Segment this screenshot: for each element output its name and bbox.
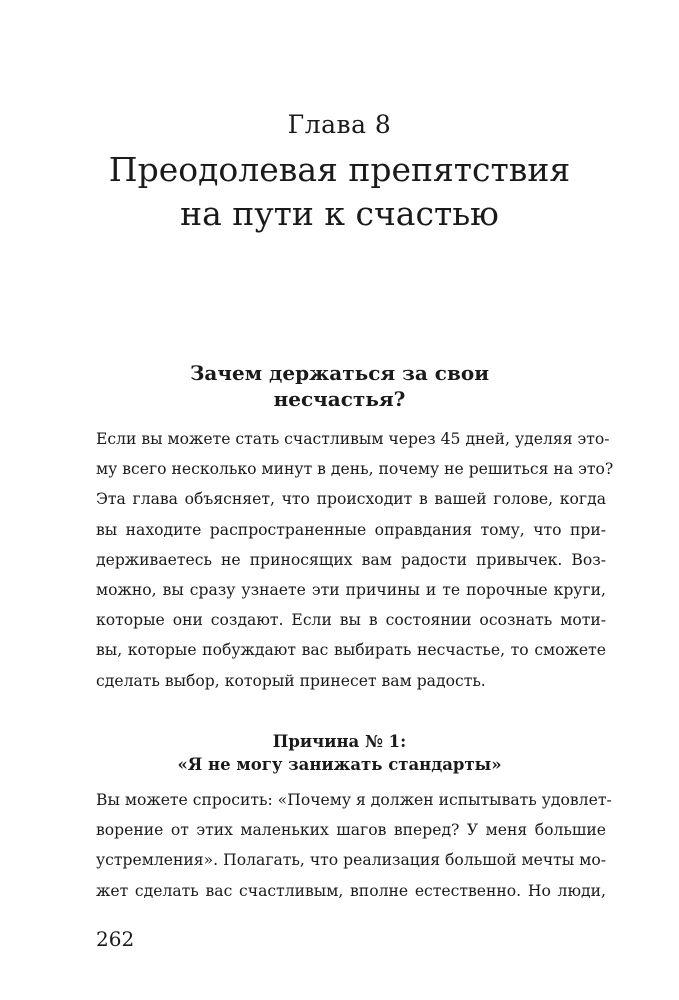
chapter-title xyxy=(0,148,679,236)
text-line: му всего несколько минут в день, почему не решиться на это? xyxy=(96,460,614,479)
text-line: Если вы можете стать счастливым через 45 дней, уделяя это- xyxy=(96,430,610,448)
reason-paragraph xyxy=(96,785,612,906)
reason-heading xyxy=(0,730,679,776)
text-line: Вы можете спросить: «Почему я должен испытывать удовлет- xyxy=(96,791,612,809)
text-line: держиваетесь не приносящих вам радости привычек. Воз- xyxy=(96,550,606,569)
text-line: вы находите распространенные оправдания тому, что при- xyxy=(96,520,606,539)
chapter-title-line: Преодолевая препятствия xyxy=(108,150,571,189)
chapter-label: Глава 8 xyxy=(287,110,392,139)
text-line: можно, вы сразу узнаете эти причины и те порочные круги, xyxy=(96,581,606,600)
section-heading-line: Зачем держаться за свои xyxy=(189,361,490,385)
text-line: устремления». Полагать, что реализация большой мечты мо- xyxy=(96,851,606,870)
text-line: сделать выбор, который принесет вам радость. xyxy=(96,671,486,690)
text-line: которые они создают. Если вы в состоянии осознать моти- xyxy=(96,611,606,630)
text-line: жет сделать вас счастливым, вполне естественно. Но люди, xyxy=(96,881,606,900)
reason-heading-line: «Я не могу занижать стандарты» xyxy=(177,755,502,774)
section-paragraph xyxy=(96,424,614,696)
reason-heading-line: Причина № 1: xyxy=(272,732,407,751)
text-line: вы, которые побуждают вас выбирать несчастье, то сможете xyxy=(96,641,606,660)
section-heading xyxy=(0,360,679,412)
text-line: ворение от этих маленьких шагов вперед? У меня большие xyxy=(96,821,606,840)
page-number: 262 xyxy=(96,927,135,951)
section-heading-line: несчастья? xyxy=(273,387,406,411)
text-line: Эта глава объясняет, что происходит в вашей голове, когда xyxy=(96,490,606,509)
chapter-title-line: на пути к счастью xyxy=(180,194,499,233)
